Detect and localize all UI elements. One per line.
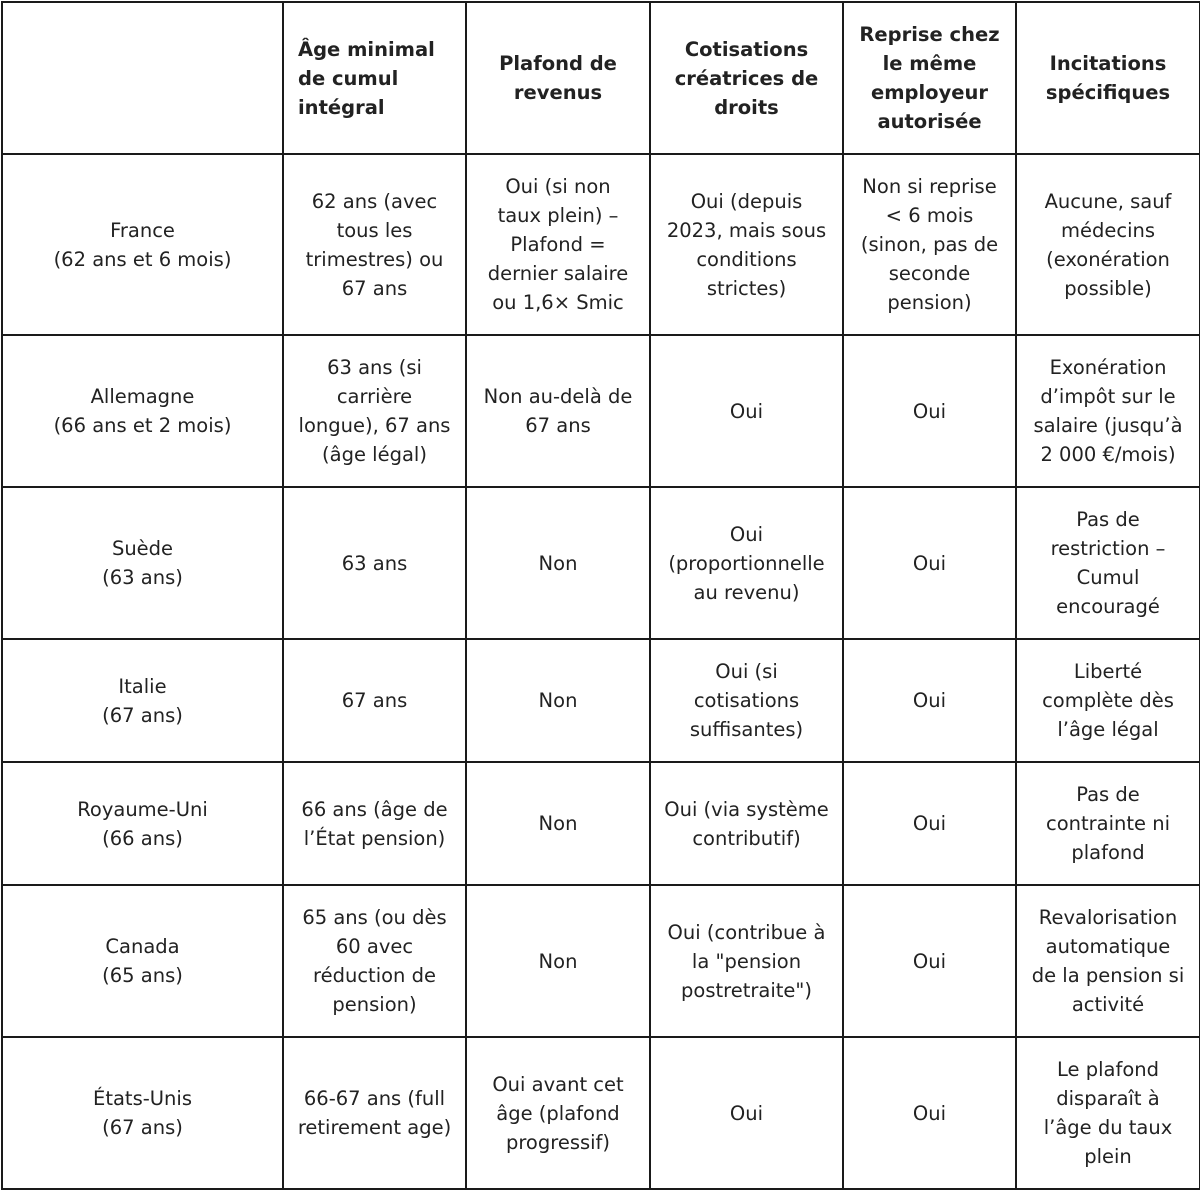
header-row: [2, 2, 1200, 154]
incentives-cell: Liberté complète dès l’âge légal: [1016, 639, 1200, 762]
header-incentives: [1016, 2, 1200, 154]
table-row-etats-unis: [2, 1037, 1200, 1189]
country-cell: États-Unis (67 ans): [2, 1037, 283, 1189]
header-label: Reprise chez le même employeur autorisée: [859, 23, 1000, 133]
header-label: Incitations spécifiques: [1045, 52, 1171, 104]
country-cell: Italie (67 ans): [2, 639, 283, 762]
contributions-cell: Oui: [650, 335, 843, 487]
country-cell: Suède (63 ans): [2, 487, 283, 639]
contributions-cell: Oui (via système contributif): [650, 762, 843, 885]
table-row-canada: [2, 885, 1200, 1037]
table-row-royaume-uni: [2, 762, 1200, 885]
min-age-cell: 63 ans: [283, 487, 466, 639]
income-cap-cell: Non: [466, 762, 650, 885]
header-income-cap: [466, 2, 650, 154]
same-employer-cell: Oui: [843, 335, 1016, 487]
header-same-employer: [843, 2, 1016, 154]
incentives-cell: Exonération d’impôt sur le salaire (jusqu’à 2 000 €/mois): [1016, 335, 1200, 487]
same-employer-cell: Oui: [843, 1037, 1016, 1189]
incentives-cell: Pas de contrainte ni plafond: [1016, 762, 1200, 885]
min-age-cell: 63 ans (si carrière longue), 67 ans (âge légal): [283, 335, 466, 487]
same-employer-cell: Oui: [843, 885, 1016, 1037]
header-label: Plafond de revenus: [499, 52, 617, 104]
same-employer-cell: Non si reprise < 6 mois (sinon, pas de seconde pension): [843, 154, 1016, 335]
contributions-cell: Oui (depuis 2023, mais sous conditions strictes): [650, 154, 843, 335]
same-employer-cell: Oui: [843, 762, 1016, 885]
incentives-cell: Aucune, sauf médecins (exonération possible): [1016, 154, 1200, 335]
country-cell: Allemagne (66 ans et 2 mois): [2, 335, 283, 487]
pension-comparison-table: [1, 1, 1200, 1190]
header-label: Cotisations créatrices de droits: [674, 37, 819, 119]
min-age-cell: 66-67 ans (full retirement age): [283, 1037, 466, 1189]
header-label: Âge minimal de cumul intégral: [298, 37, 435, 119]
contributions-cell: Oui: [650, 1037, 843, 1189]
income-cap-cell: Non: [466, 487, 650, 639]
country-cell: Royaume-Uni (66 ans): [2, 762, 283, 885]
table-row-suede: [2, 487, 1200, 639]
min-age-cell: 67 ans: [283, 639, 466, 762]
income-cap-cell: Oui avant cet âge (plafond progressif): [466, 1037, 650, 1189]
income-cap-cell: Non: [466, 639, 650, 762]
header-country-corner: [2, 2, 283, 154]
income-cap-cell: Non: [466, 885, 650, 1037]
table-row-france: [2, 154, 1200, 335]
incentives-cell: Revalorisation automatique de la pension si activité: [1016, 885, 1200, 1037]
income-cap-cell: Non au-delà de 67 ans: [466, 335, 650, 487]
contributions-cell: Oui (si cotisations suffisantes): [650, 639, 843, 762]
country-cell: France (62 ans et 6 mois): [2, 154, 283, 335]
same-employer-cell: Oui: [843, 487, 1016, 639]
min-age-cell: 65 ans (ou dès 60 avec réduction de pension): [283, 885, 466, 1037]
country-cell: Canada (65 ans): [2, 885, 283, 1037]
contributions-cell: Oui (proportionnelle au revenu): [650, 487, 843, 639]
header-min-age: [283, 2, 466, 154]
incentives-cell: Pas de restriction – Cumul encouragé: [1016, 487, 1200, 639]
contributions-cell: Oui (contribue à la "pension postretraite"): [650, 885, 843, 1037]
table-row-italie: [2, 639, 1200, 762]
incentives-cell: Le plafond disparaît à l’âge du taux plein: [1016, 1037, 1200, 1189]
income-cap-cell: Oui (si non taux plein) – Plafond = dernier salaire ou 1,6× Smic: [466, 154, 650, 335]
table-row-allemagne: [2, 335, 1200, 487]
header-contributions: [650, 2, 843, 154]
min-age-cell: 62 ans (avec tous les trimestres) ou 67 ans: [283, 154, 466, 335]
min-age-cell: 66 ans (âge de l’État pension): [283, 762, 466, 885]
same-employer-cell: Oui: [843, 639, 1016, 762]
